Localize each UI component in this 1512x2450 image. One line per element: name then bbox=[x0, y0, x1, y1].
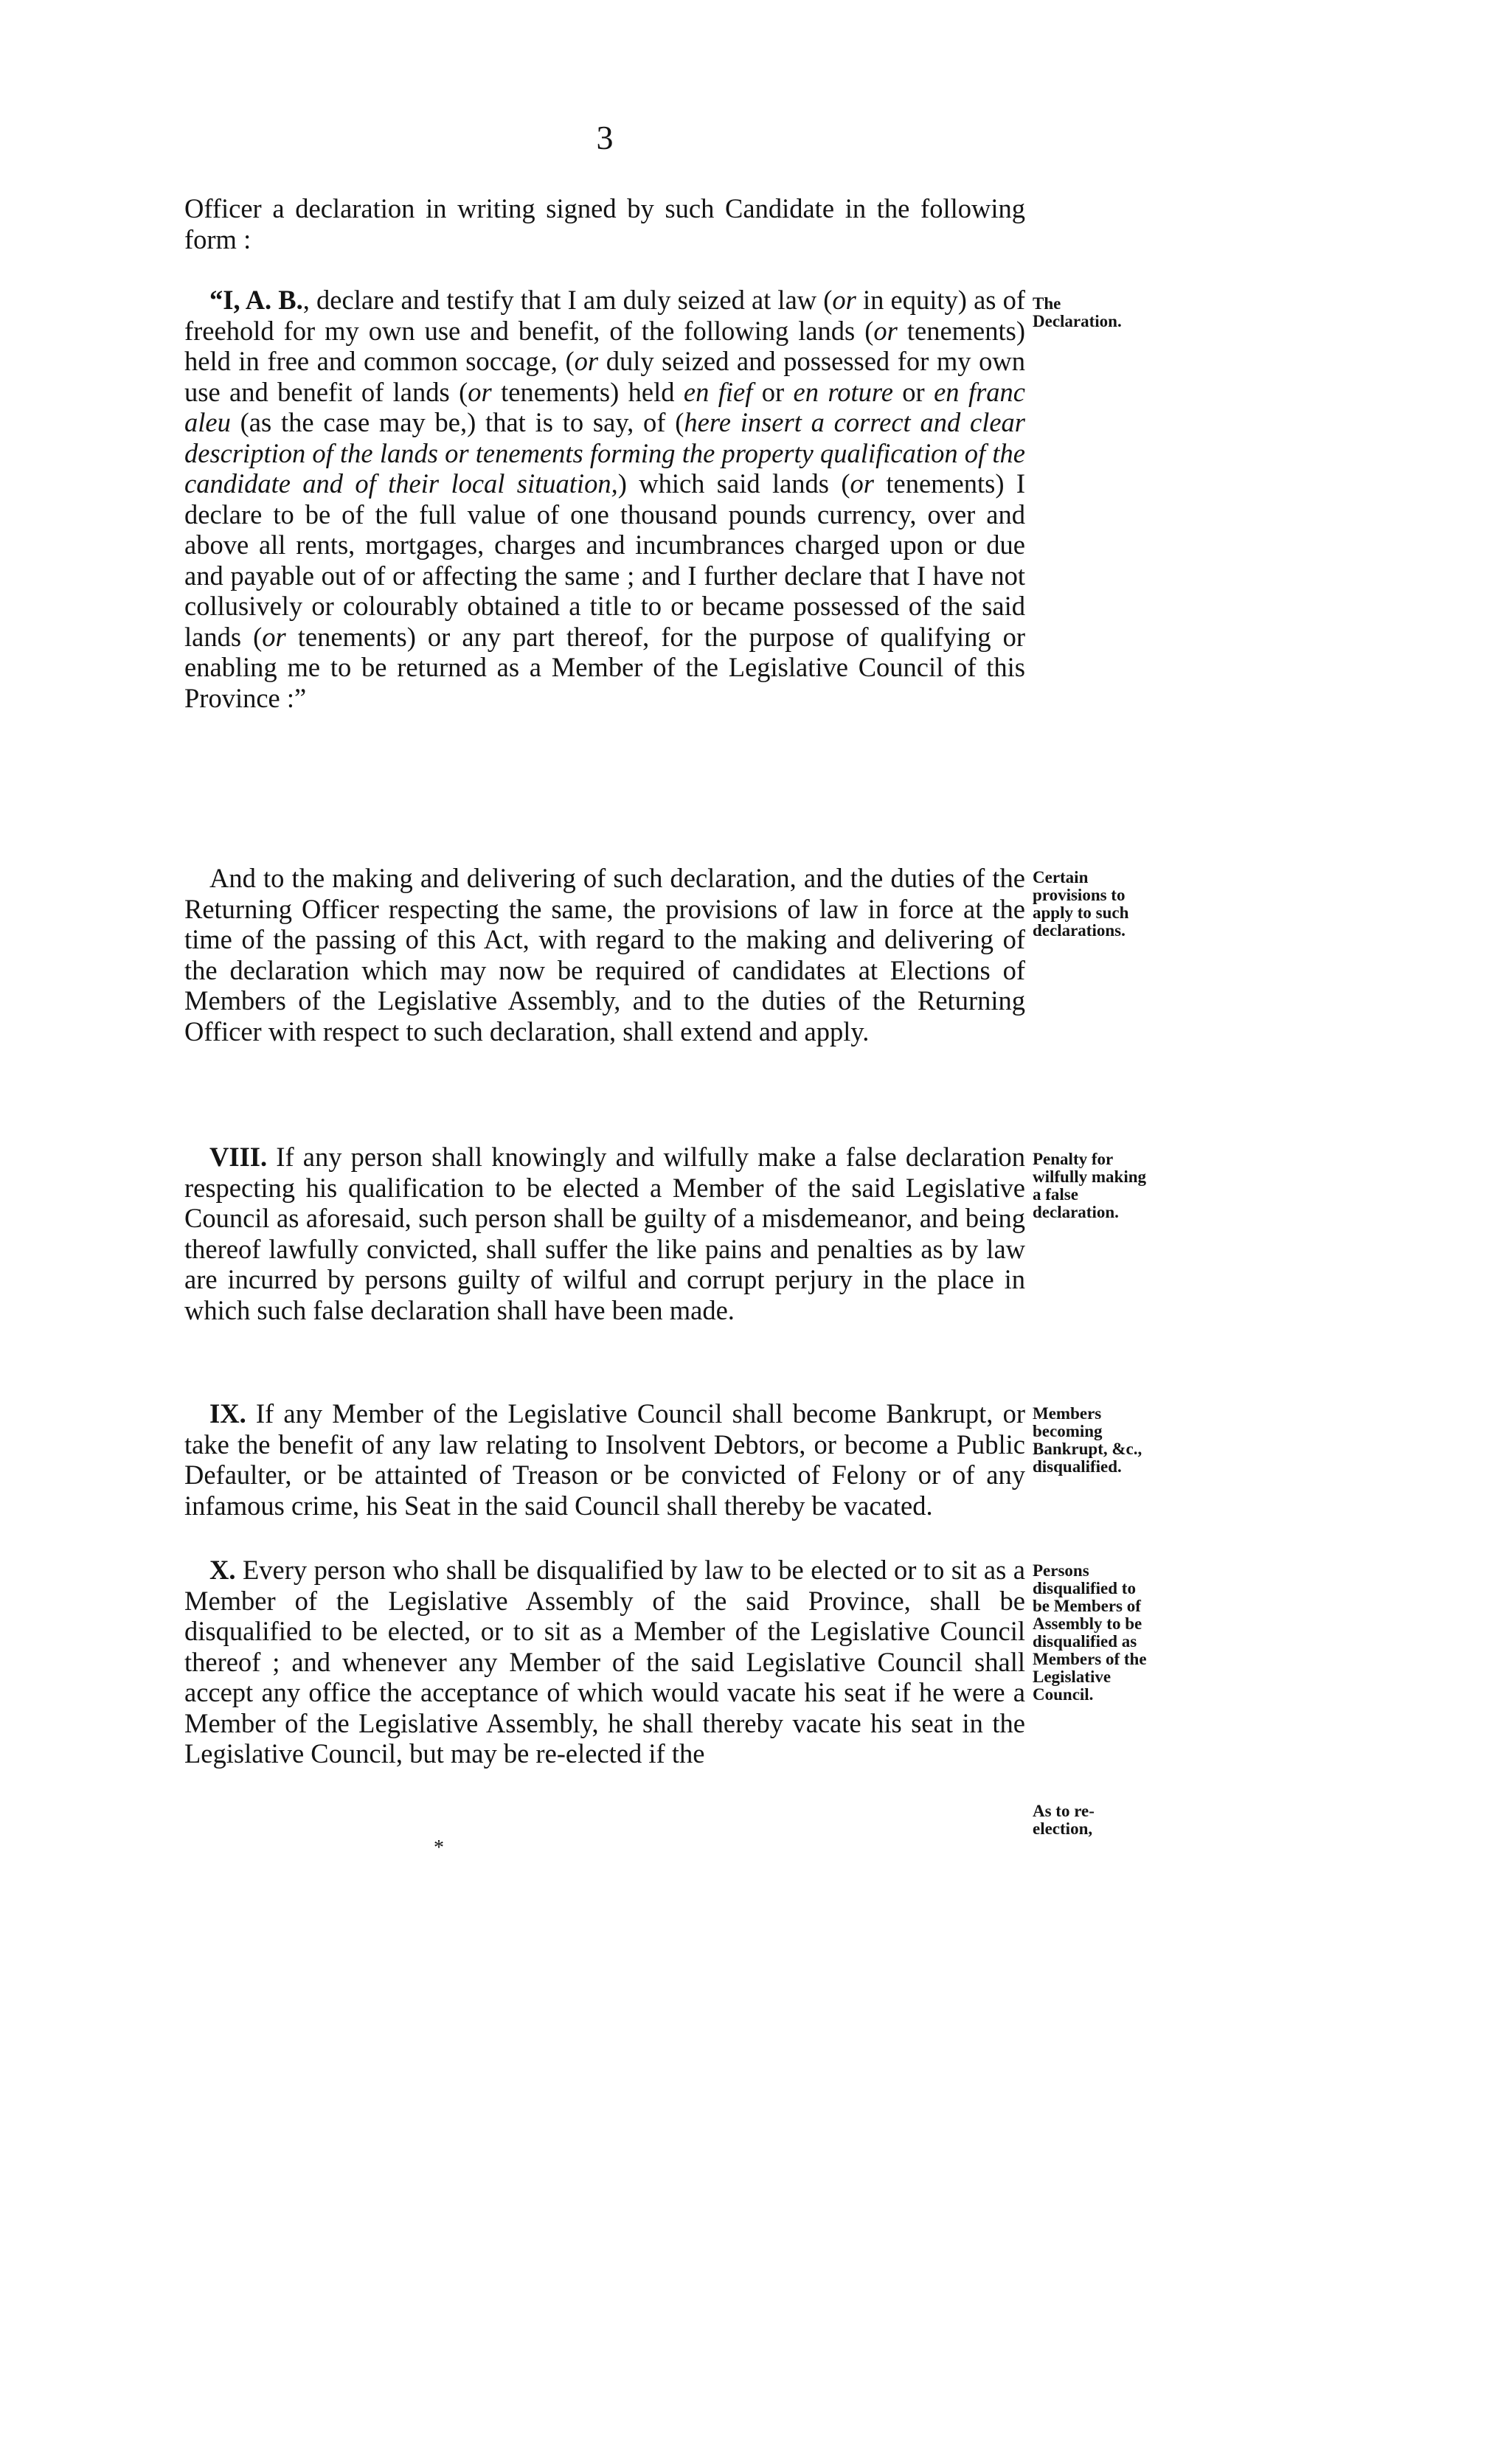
section-x-number: X. bbox=[209, 1555, 236, 1585]
intro-paragraph-block bbox=[184, 193, 1025, 254]
section-ix-number: IX. bbox=[209, 1398, 246, 1429]
section-ix-block bbox=[184, 1398, 1025, 1521]
margin-note-disqualified: Persons disqualified to be Members of Assembly to be disqualified as Members of the Legislative Council. bbox=[1033, 1561, 1147, 1704]
intro-paragraph: Officer a declaration in writing signed by such Candidate in the following form : bbox=[184, 193, 1025, 254]
insert-instruction: here insert a correct and clear description of the lands or tenements forming the property qualification of the candidate and of their local situation, bbox=[184, 407, 1025, 499]
provisions-block bbox=[184, 863, 1025, 1047]
section-x-paragraph: X. Every person who shall be disqualified by law to be elected or to sit as a Member of the Legislative Assembly of the said Province, shall be disqualified to be elected, or to sit as a Member of the Legislative Council thereof ; and whenever any Member of the said Legislative Council shall accept any office the acceptance of which would vacate his seat if he were a Member of the Legislative Assembly, he shall thereby vacate his seat in the Legislative Council, but may be re-elected if the bbox=[184, 1555, 1025, 1769]
section-viii-paragraph: VIII. If any person shall knowingly and wilfully make a false declaration respecting his qualification to be elected a Member of the said Legislative Council as aforesaid, such person shall be guilty of a misdemeanor, and being thereof lawfully convicted, shall suffer the like pains and penalties as by law are incurred by persons guilty of wilful and corrupt perjury in the place in which such false declaration shall have been made. bbox=[184, 1142, 1025, 1325]
signature-mark: * bbox=[434, 1836, 444, 1859]
margin-note-reelection: As to re-election, bbox=[1033, 1802, 1095, 1838]
declarant-name: “I, A. B. bbox=[209, 285, 303, 315]
section-viii-number: VIII. bbox=[209, 1142, 268, 1172]
page-number: 3 bbox=[596, 119, 614, 156]
declaration-block bbox=[184, 285, 1025, 713]
section-x-block bbox=[184, 1555, 1025, 1769]
margin-note-bankrupt: Members becoming Bankrupt, &c., disqualified. bbox=[1033, 1404, 1142, 1476]
declaration-paragraph: “I, A. B., declare and testify that I am duly seized at law (or in equity) as of freehold for my own use and benefit, of the following lands (or tenements) held in free and common soccage, (or duly seized and possessed for my own use and benefit of lands (or tenements) held en fief or en roture or en franc aleu (as the case may be,) that is to say, of (here insert a correct and clear description of the lands or tenements forming the property qualification of the candidate and of their local situation,) which said lands (or tenements) I declare to be of the full value of one thousand pounds currency, over and above all rents, mortgages, charges and incumbrances charged upon or due and payable out of or affecting the same ; and I further declare that I have not collusively or colourably obtained a title to or became possessed of the said lands (or tenements) or any part thereof, for the purpose of qualifying or enabling me to be returned as a Member of the Legislative Council of this Province :” bbox=[184, 285, 1026, 713]
margin-note-declaration: The Declaration. bbox=[1033, 294, 1122, 330]
margin-note-provisions: Certain provisions to apply to such declarations. bbox=[1033, 868, 1129, 940]
margin-note-penalty: Penalty for wilfully making a false declaration. bbox=[1033, 1150, 1147, 1221]
section-viii-block bbox=[184, 1142, 1025, 1325]
provisions-paragraph: And to the making and delivering of such declaration, and the duties of the Returning Officer respecting the same, the provisions of law in force at the time of the passing of this Act, with regard to the making and delivering of the declaration which may now be required of candidates at Elections of Members of the Legislative Assembly, and to the duties of the Returning Officer with respect to such declaration, shall extend and apply. bbox=[184, 863, 1025, 1047]
section-ix-paragraph: IX. If any Member of the Legislative Council shall become Bankrupt, or take the benefit of any law relating to Insolvent Debtors, or become a Public Defaulter, or be attainted of Treason or be convicted of Felony or of any infamous crime, his Seat in the said Council shall thereby be vacated. bbox=[184, 1398, 1025, 1521]
